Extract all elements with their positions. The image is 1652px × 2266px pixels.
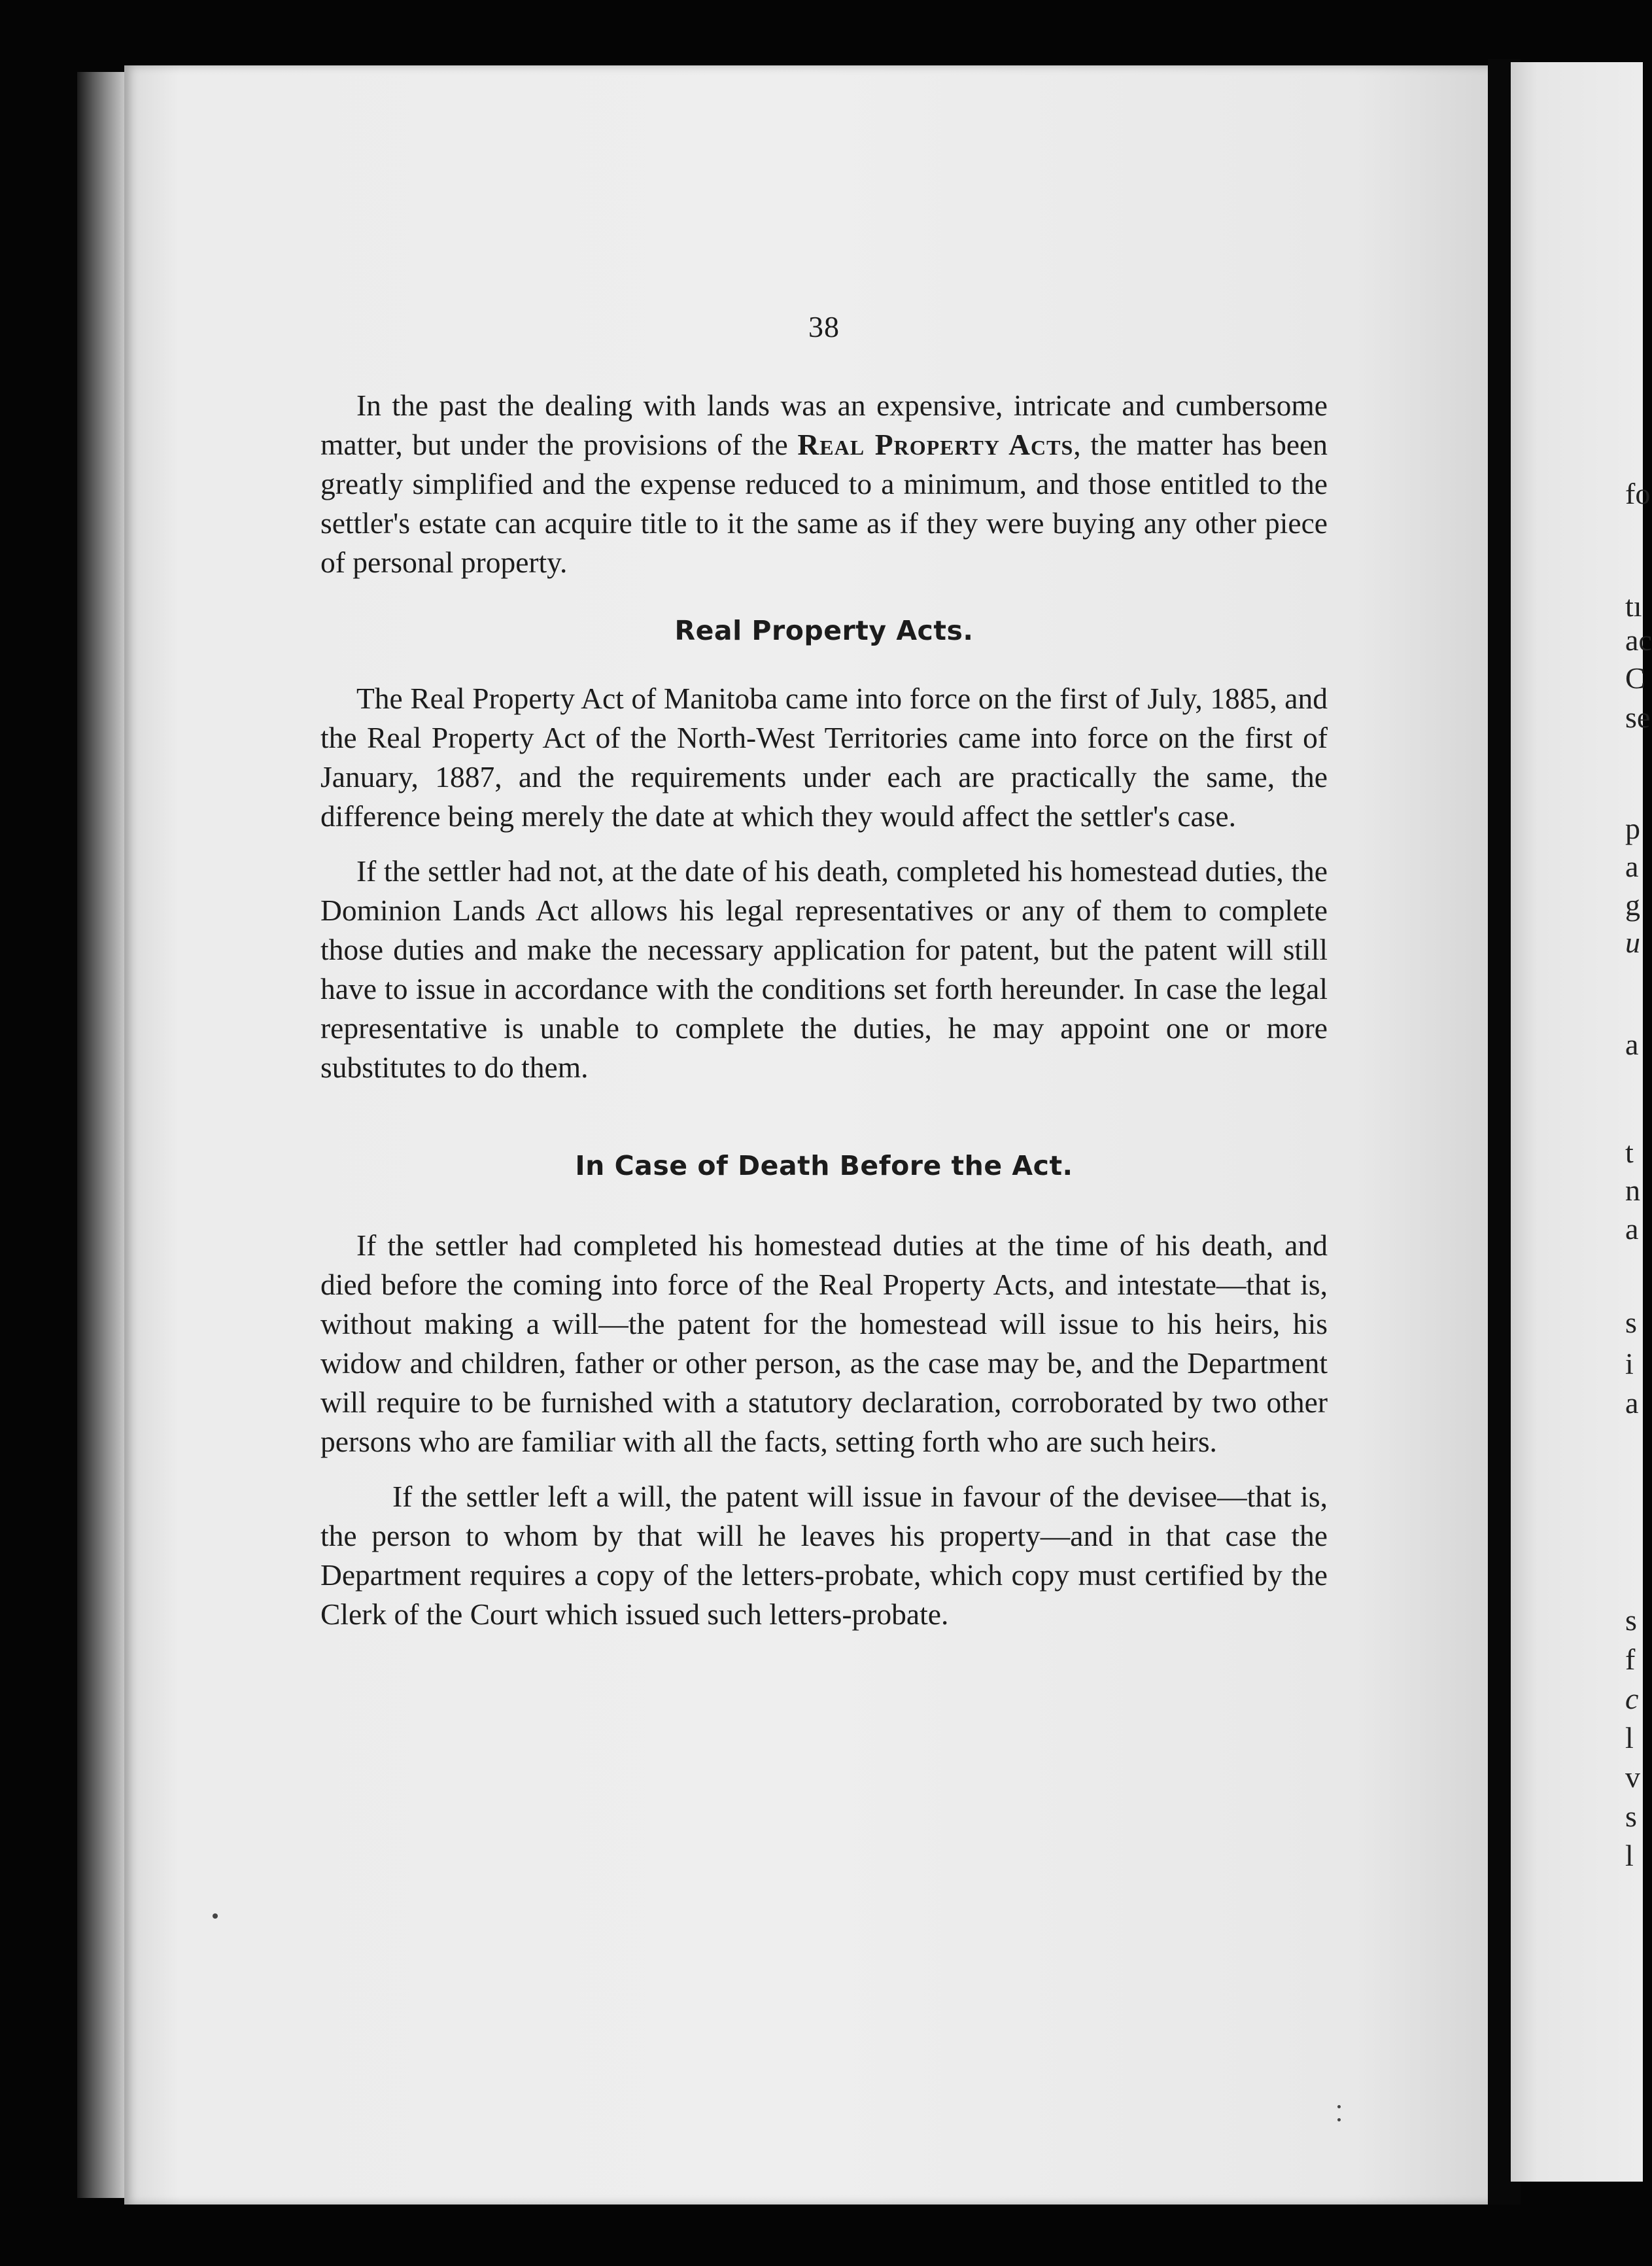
margin-fragment: c — [1625, 1682, 1639, 1715]
margin-fragment: se — [1625, 701, 1651, 734]
body-paragraph: If the settler had completed his homestead duties at the time of his death, and died before the coming into force of the Real Property Acts, and intestate—that is, without making a will—the patent for the homestead will issue to his heirs, his widow and children, father or other person, as the case may be, and the Department will require to be furnished with a statutory declaration, corroborated by two other persons who are familiar with all the facts, setting forth who are such heirs. — [320, 1229, 1328, 1458]
body-paragraph: The Real Property Act of Manitoba came into force on the first of July, 1885, and the Real Property Act of the North-West Territories came into force on the first of January, 1887, and the requirements under each are practically the same, the difference being merely the date at which they would affect the settler's case. — [320, 682, 1328, 833]
intro-paragraph — [320, 386, 1328, 582]
intro-text-end: , the matter has been greatly simplified and the expense reduced to a minimum, and those entitled to the settler's estate can acquire title to it the same as if they were buying any other piece of personal property. — [320, 428, 1328, 579]
book-spine — [77, 72, 129, 2198]
intro-text-start: In the past the dealing with lands was an expensive, intricate and cumbersome matter, but under the provisions of the — [320, 389, 1328, 461]
margin-fragment: tı — [1625, 589, 1642, 623]
margin-fragment: s — [1625, 1306, 1637, 1339]
margin-fragment: s — [1625, 1603, 1637, 1637]
margin-fragment: a — [1625, 1212, 1639, 1246]
margin-fragment: C — [1625, 661, 1645, 695]
margin-fragment: a — [1625, 850, 1639, 883]
paper-speck — [1337, 2118, 1341, 2121]
margin-fragment: n — [1625, 1174, 1640, 1207]
page-text — [320, 307, 1328, 1634]
margin-fragment: l — [1625, 1839, 1634, 1872]
paper-speck — [1337, 2105, 1341, 2108]
section-heading-death-before-act: In Case of Death Before the Act. — [575, 1150, 1073, 1181]
facing-page — [1511, 62, 1643, 2182]
margin-fragment: v — [1625, 1760, 1640, 1794]
margin-fragment: a — [1625, 1386, 1639, 1420]
real-property-acts-smallcaps: Real Property Acts — [797, 428, 1074, 461]
margin-fragment: f — [1625, 1643, 1636, 1676]
margin-fragment: ac — [1625, 623, 1652, 657]
margin-fragment: g — [1625, 888, 1640, 922]
margin-fragment: p — [1625, 812, 1640, 845]
margin-fragment: u — [1625, 926, 1640, 959]
body-paragraph: If the settler had not, at the date of his death, completed his homestead duties, the Dominion Lands Act allows his legal representatives or any of them to complete those duties and make the necessary application for patent, but the patent will still have to issue in accordance with the conditions set forth hereunder. In case the legal representative is unable to complete the duties, he may appoint one or more substitutes to do them. — [320, 854, 1328, 1084]
margin-fragment: t — [1625, 1136, 1634, 1169]
page-number: 38 — [808, 310, 840, 343]
paper-speck — [213, 1913, 218, 1919]
body-paragraph: If the settler left a will, the patent will issue in favour of the devisee—that is, the person to whom by that will he leaves his property—and in that case the Department requires a copy of the letters-probate, which copy must certified by the Clerk of the Court which issued such letters-probate. — [320, 1480, 1328, 1631]
margin-fragment: i — [1625, 1347, 1634, 1380]
margin-fragment: fo — [1625, 477, 1651, 510]
margin-fragment: l — [1625, 1721, 1634, 1754]
margin-fragment: s — [1625, 1800, 1637, 1833]
section-heading-real-property-acts: Real Property Acts. — [674, 615, 974, 646]
margin-fragment: a — [1625, 1028, 1639, 1061]
